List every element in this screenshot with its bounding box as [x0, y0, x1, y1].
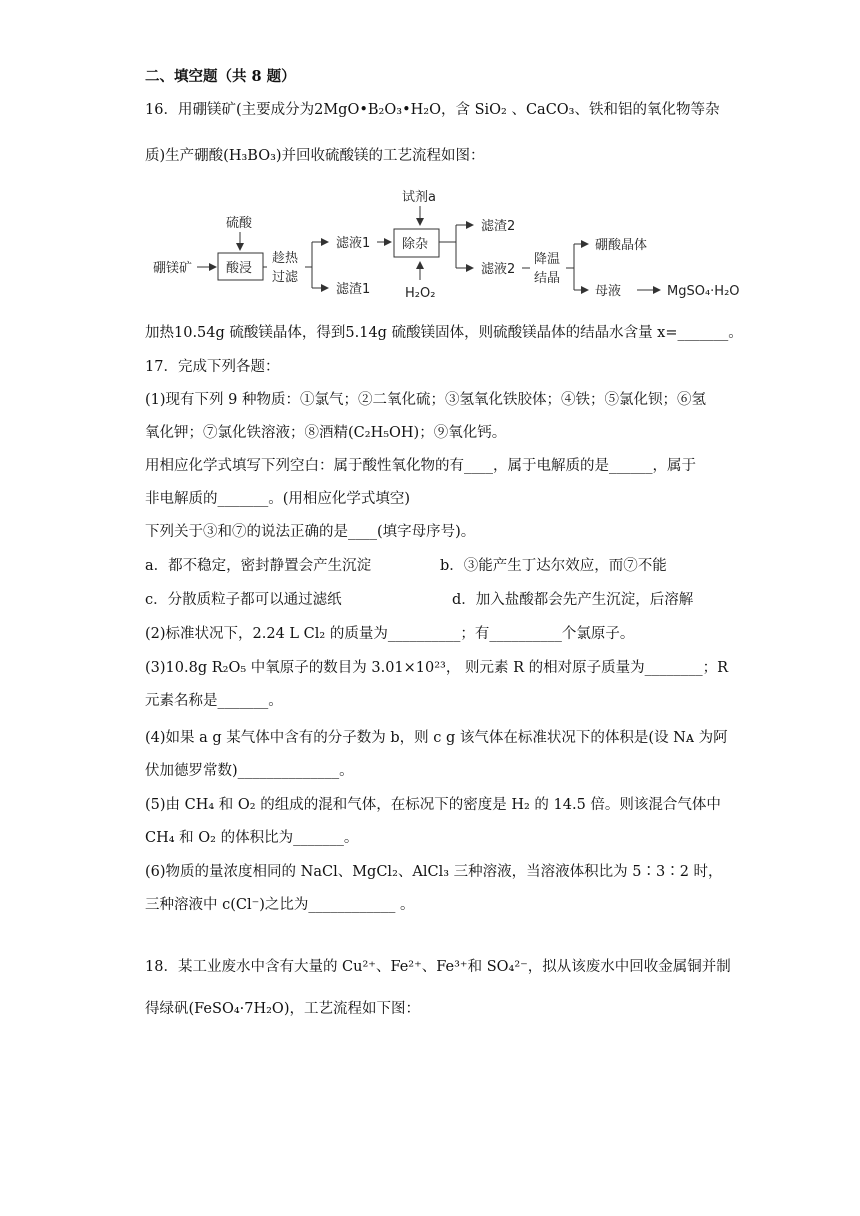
q16-line-3: 加热10.54g 硫酸镁晶体，得到5.14g 硫酸镁固体，则硫酸镁晶体的结晶水含量 x=_______。 — [145, 325, 743, 341]
q17-p1-l2: 氧化钾；⑦氯化铁溶液；⑧酒精(C₂H₅OH)；⑨氧化钙。 — [145, 425, 507, 441]
flow-residue1-label: 滤渣1 — [336, 282, 371, 297]
q17-p1-l5: 下列关于③和⑦的说法正确的是____(填字母序号)。 — [145, 524, 476, 540]
q17-p4-l1: (4)如果 a g 某气体中含有的分子数为 b，则 c g 该气体在标准状况下的体积是(设 Nᴀ 为阿 — [145, 730, 728, 746]
q17-title: 17．完成下列各题： — [145, 359, 280, 375]
q16-line-1: 16．用硼镁矿(主要成分为2MgO•B₂O₃•H₂O，含 SiO₂ 、CaCO₃、铁和铝的氧化物等杂 — [145, 102, 720, 118]
q16-line-2: 质)生产硼酸(H₃BO₃)并回收硫酸镁的工艺流程如图： — [145, 148, 485, 164]
flow-cool-1: 降温 — [534, 252, 561, 267]
option-d: d．加入盐酸都会先产生沉淀，后溶解 — [452, 592, 694, 608]
q17-p3-l2: 元素名称是_______。 — [145, 693, 283, 709]
section-title: 二、填空题（共 8 题） — [145, 68, 296, 85]
flow-residue2-label: 滤渣2 — [481, 219, 516, 234]
q17-p6-l1: (6)物质的量浓度相同的 NaCl、MgCl₂、AlCl₃ 三种溶液，当溶液体积比为 5∶3∶2 时， — [145, 864, 723, 880]
flow-acid-label: 硫酸 — [226, 216, 253, 231]
q17-p5-l1: (5)由 CH₄ 和 O₂ 的组成的混和气体，在标况下的密度是 H₂ 的 14.5 倍。则该混合气体中 — [145, 797, 721, 813]
flow-reagent-label: 试剂a — [402, 190, 436, 205]
flow-h2o2-label: H₂O₂ — [405, 286, 436, 301]
flow-filtrate2-label: 滤液2 — [481, 262, 516, 277]
flow-filtrate1-label: 滤液1 — [336, 236, 371, 251]
q17-p2: (2)标准状况下，2.24 L Cl₂ 的质量为__________；有__________个氯原子。 — [145, 626, 635, 642]
flow-boric-label: 硼酸晶体 — [595, 238, 648, 253]
flow-hot-filter-1: 趁热 — [272, 251, 299, 266]
flow-purify-label: 除杂 — [402, 237, 429, 252]
flow-mother-label: 母液 — [595, 284, 622, 299]
q17-p1-l3: 用相应化学式填写下列空白：属于酸性氧化物的有____，属于电解质的是______，属于 — [145, 458, 696, 474]
q18-line-2: 得绿矾(FeSO₄·7H₂O)，工艺流程如下图： — [145, 1001, 420, 1017]
q18-line-1: 18．某工业废水中含有大量的 Cu²⁺、Fe²⁺、Fe³⁺和 SO₄²⁻，拟从该废水中回收金属铜并制 — [145, 959, 731, 975]
q17-p1-l1: (1)现有下列 9 种物质：①氯气；②二氧化硫；③氢氧化铁胶体；④铁；⑤氯化钡；⑥氢 — [145, 392, 706, 408]
flow-start-label: 硼镁矿 — [153, 261, 193, 276]
q17-p5-l2: CH₄ 和 O₂ 的体积比为_______。 — [145, 830, 359, 846]
option-a: a．都不稳定，密封静置会产生沉淀 — [145, 558, 372, 574]
flow-hot-filter-2: 过滤 — [272, 270, 299, 285]
q17-p1-l4: 非电解质的_______。(用相应化学式填空) — [145, 491, 411, 507]
process-flow-diagram — [150, 182, 750, 307]
option-c: c．分散质粒子都可以通过滤纸 — [145, 592, 342, 608]
q17-p3-l1: (3)10.8g R₂O₅ 中氧原子的数目为 3.01×10²³， 则元素 R 的相对原子质量为________；R — [145, 660, 729, 676]
flow-cool-2: 结晶 — [534, 271, 561, 286]
flow-product-label: MgSO₄·H₂O — [667, 284, 740, 299]
q17-p4-l2: 伏加德罗常数)______________。 — [145, 763, 354, 779]
q17-p6-l2: 三种溶液中 c(Cl⁻)之比为____________ 。 — [145, 897, 415, 913]
flow-leach-label: 酸浸 — [226, 261, 253, 276]
option-b: b．③能产生丁达尔效应，而⑦不能 — [440, 558, 667, 574]
